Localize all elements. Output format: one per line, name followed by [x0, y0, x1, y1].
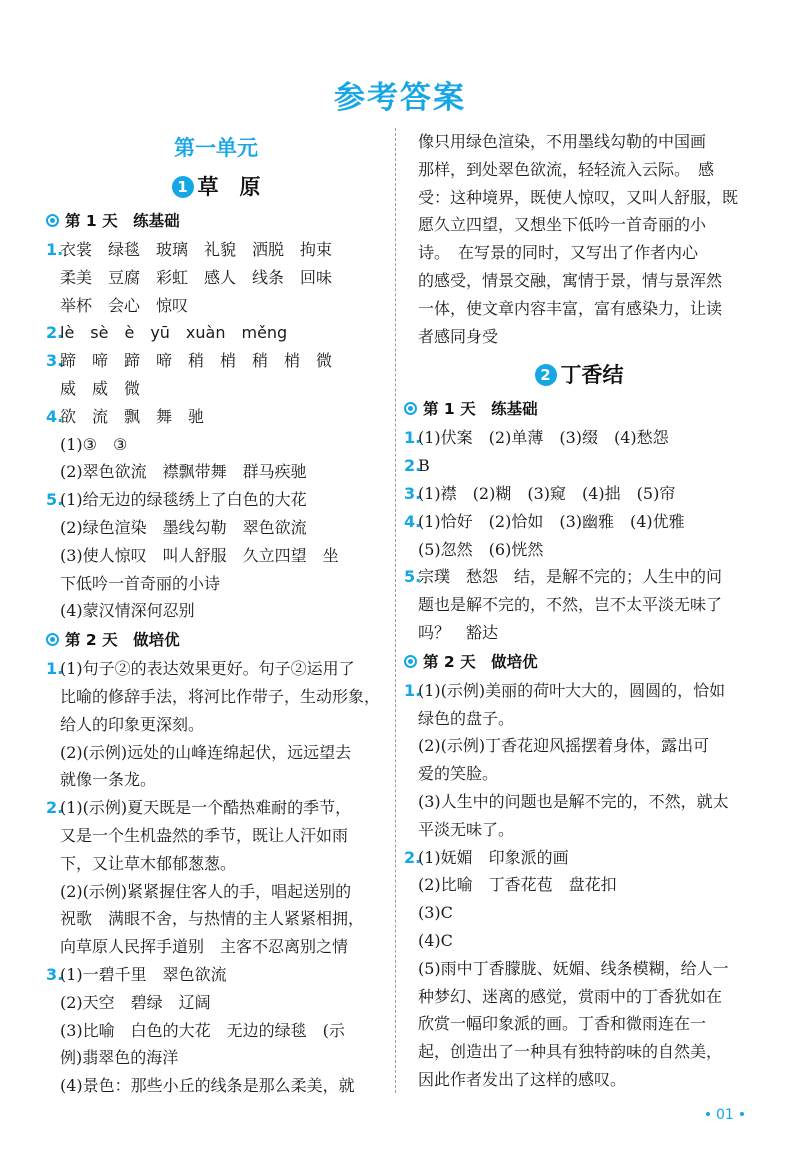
- answer-line: [46, 486, 386, 514]
- answer-line: (2)绿色渲染 墨线勾勒 翠色欲流: [60, 517, 307, 537]
- day-heading: [46, 625, 386, 655]
- lesson-title-text: 草 原: [197, 175, 261, 199]
- question-number: 4.: [404, 511, 422, 531]
- answer-line: 柔美 豆腐 彩虹 感人 线条 回味: [60, 267, 333, 287]
- lesson-title-2: [404, 356, 754, 394]
- answer-line: [46, 655, 386, 683]
- dot-icon: [706, 1112, 710, 1116]
- answer-line: 那样，到处翠色欲流，轻轻流入云际。 感: [418, 159, 715, 179]
- answer-line: 的感受，情景交融，寓情于景，情与景浑然: [418, 270, 723, 290]
- answer-line: [46, 236, 386, 264]
- answer-line: 欣赏一幅印象派的画。丁香和微雨连在一: [418, 1014, 707, 1034]
- answer-text: 衣裳 绿毯 玻璃 礼貌 洒脱 拘束: [60, 240, 333, 259]
- day-heading: [404, 394, 754, 424]
- lesson-title-1: [46, 168, 386, 206]
- answer-line: 威 威 微: [60, 378, 141, 398]
- left-column: [46, 128, 386, 1100]
- target-icon: [46, 214, 59, 227]
- answer-line: (2)天空 碧绿 辽阔: [60, 992, 211, 1012]
- answer-line: 起，创造出了一种具有独特韵味的自然美，: [418, 1042, 723, 1062]
- question-number: 1.: [404, 428, 422, 448]
- target-icon: [46, 633, 59, 646]
- answer-line: 吗？ 豁达: [418, 622, 499, 642]
- lesson-number-badge: 1: [172, 176, 194, 198]
- answer-text: B: [418, 456, 430, 476]
- answer-line: (3)使人惊叹 叫人舒服 久立四望 坐: [60, 545, 339, 565]
- answer-text: 蹄 啼 蹄 啼 稍 梢 稍 梢 微: [60, 351, 333, 371]
- day-heading-text: 第 1 天 练基础: [423, 400, 538, 419]
- answer-text: (1)妩媚 印象派的画: [418, 847, 569, 867]
- question-number: 3.: [404, 483, 422, 503]
- question-number: 2.: [404, 456, 422, 476]
- answer-text: (1)给无边的绿毯绣上了白色的大花: [60, 490, 307, 510]
- answer-line: (2)(示例)远处的山峰连绵起伏，远远望去: [60, 742, 352, 762]
- answer-line: 下，又让草木郁郁葱葱。: [60, 853, 237, 873]
- answer-line: (5)雨中丁香朦胧、妩媚、线条模糊，给人一: [418, 958, 729, 978]
- answer-line: 举杯 会心 惊叹: [60, 295, 189, 315]
- answer-line: 比喻的修辞手法，将河比作带子，生动形象，: [60, 686, 381, 706]
- day-heading-text: 第 1 天 练基础: [65, 212, 180, 230]
- answer-line: (4)景色：那些小丘的线条是那么柔美，就: [60, 1076, 355, 1096]
- answer-line: [404, 508, 754, 536]
- answer-line: (2)(示例)紧紧握住客人的手，唱起送别的: [60, 881, 352, 901]
- answer-line: [46, 961, 386, 989]
- right-column: [404, 128, 754, 1094]
- question-number: 1.: [404, 680, 422, 700]
- answer-text: (1)襟 (2)糊 (3)窥 (4)拙 (5)帘: [418, 483, 676, 503]
- answer-line: (3)人生中的问题也是解不完的，不然，就太: [418, 791, 729, 811]
- day-heading: [46, 206, 386, 236]
- answer-line: 一体，使文章内容丰富，富有感染力，让读: [418, 298, 723, 318]
- answer-line: [404, 563, 754, 591]
- dot-icon: [740, 1112, 744, 1116]
- target-icon: [404, 402, 417, 415]
- answer-line: (4)C: [418, 930, 453, 950]
- page-number: [700, 1107, 750, 1123]
- lesson-number-badge: 2: [535, 364, 557, 386]
- answer-text: lè sè è yū xuàn měng: [60, 323, 288, 343]
- question-number: 1.: [46, 240, 64, 259]
- answer-line: 诗。 在写景的同时，又写出了作者内心: [418, 243, 699, 263]
- page-number-text: 01: [716, 1107, 734, 1123]
- column-divider: [395, 128, 396, 1093]
- answer-line: (2)比喻 丁香花苞 盘花扣: [418, 875, 617, 895]
- question-number: 1.: [46, 659, 64, 679]
- unit-title: 第一单元: [174, 136, 258, 160]
- answer-text: (1)一碧千里 翠色欲流: [60, 964, 227, 984]
- answer-line: 绿色的盘子。: [418, 708, 515, 728]
- answer-text: 宗璞 愁怨 结，是解不完的；人生中的问: [418, 567, 723, 587]
- answer-line: 又是一个生机盎然的季节，既让人汗如雨: [60, 825, 349, 845]
- answer-line: 因此作者发出了这样的感叹。: [418, 1069, 627, 1089]
- page-title: 参考答案: [334, 80, 466, 116]
- question-number: 3.: [46, 351, 64, 371]
- answer-line: [404, 844, 754, 872]
- day-heading-text: 第 2 天 做培优: [65, 631, 180, 650]
- answer-line: 向草原人民挥手道别 主客不忍离别之情: [60, 937, 349, 957]
- question-number: 2.: [46, 798, 64, 818]
- answer-line: [46, 403, 386, 431]
- answer-line: [404, 452, 754, 480]
- answer-text: (1)(示例)夏天既是一个酷热难耐的季节，: [60, 798, 352, 818]
- answer-line: 平淡无味了。: [418, 819, 515, 839]
- question-number: 5.: [46, 490, 64, 510]
- answer-line: (2)(示例)丁香花迎风摇摆着身体，露出可: [418, 736, 710, 756]
- answer-text: (1)(示例)美丽的荷叶大大的，圆圆的，恰如: [418, 680, 726, 700]
- answer-line: [46, 347, 386, 375]
- question-number: 5.: [404, 567, 422, 587]
- answer-line: 愿久立四望，又想坐下低吟一首奇丽的小: [418, 215, 707, 235]
- answer-line: (5)忽然 (6)恍然: [418, 539, 544, 559]
- answer-line: [404, 424, 754, 452]
- question-number: 2.: [46, 323, 64, 343]
- answer-line: 例)翡翠色的海洋: [60, 1048, 179, 1068]
- answer-line: 祝歌 满眼不舍，与热情的主人紧紧相拥，: [60, 909, 365, 929]
- question-number: 3.: [46, 964, 64, 984]
- question-number: 2.: [404, 847, 422, 867]
- answer-line: 者感同身受: [418, 326, 499, 346]
- answer-line: (4)蒙汉情深何忍别: [60, 601, 195, 621]
- answer-line: (3)C: [418, 903, 453, 923]
- answer-text: (1)伏案 (2)单薄 (3)缀 (4)愁怨: [418, 428, 669, 448]
- answer-line: 题也是解不完的，不然，岂不太平淡无味了: [418, 595, 723, 615]
- target-icon: [404, 655, 417, 668]
- answer-line: 就像一条龙。: [60, 770, 157, 790]
- answer-line: [46, 794, 386, 822]
- day-heading: [404, 647, 754, 677]
- answer-text: 欲 流 飘 舞 驰: [60, 406, 205, 426]
- answer-text: (1)句子②的表达效果更好。句子②运用了: [60, 659, 355, 679]
- answer-line: 像只用绿色渲染，不用墨线勾勒的中国画: [418, 132, 707, 151]
- answer-line: 受：这种境界，既使人惊叹，又叫人舒服，既: [418, 187, 739, 207]
- answer-line: 爱的笑脸。: [418, 764, 499, 784]
- day-heading-text: 第 2 天 做培优: [423, 652, 538, 671]
- answer-line: [404, 480, 754, 508]
- lesson-title-text: 丁香结: [560, 363, 624, 388]
- answer-line: (2)翠色欲流 襟飘带舞 群马疾驰: [60, 462, 307, 482]
- answer-line: [404, 677, 754, 705]
- answer-line: 种梦幻、迷离的感觉，赏雨中的丁香犹如在: [418, 986, 723, 1006]
- answer-line: (1)③ ③: [60, 434, 128, 454]
- answer-line: 给人的印象更深刻。: [60, 714, 205, 734]
- answer-line: (3)比喻 白色的大花 无边的绿毯 (示: [60, 1020, 345, 1040]
- answer-line: [46, 319, 386, 347]
- question-number: 4.: [46, 406, 64, 426]
- answer-line: 下低吟一首奇丽的小诗: [60, 573, 221, 593]
- answer-text: (1)恰好 (2)恰如 (3)幽雅 (4)优雅: [418, 511, 685, 531]
